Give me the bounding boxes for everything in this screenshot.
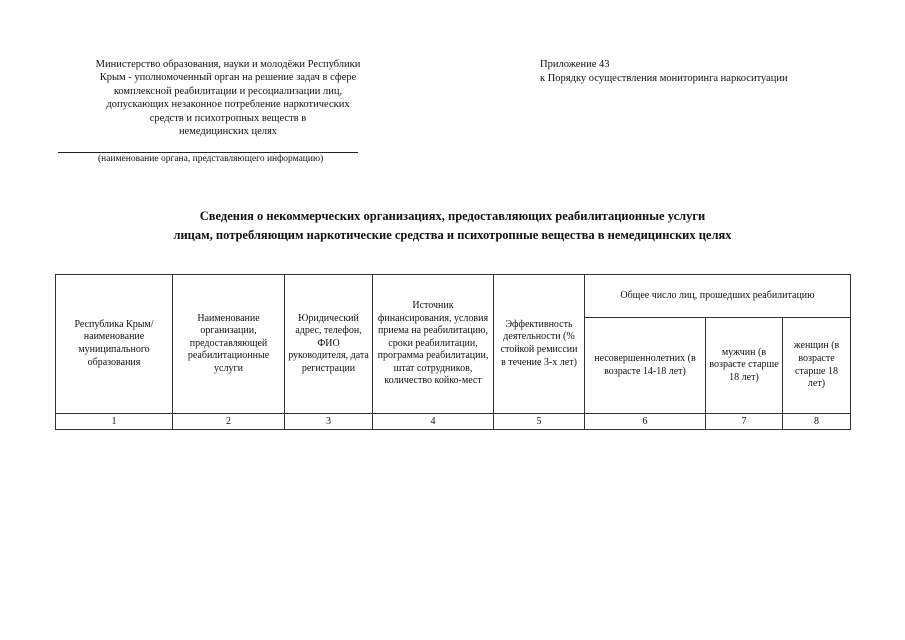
title-line: лицам, потребляющим наркотические средства и психотропные вещества в немедицинских целях — [173, 228, 732, 242]
column-number: 8 — [783, 414, 851, 430]
report-table — [55, 274, 851, 430]
column-number: 5 — [494, 414, 585, 430]
appendix-reference — [540, 58, 788, 86]
column-number: 3 — [285, 414, 373, 430]
column-header: мужчин (в возрасте старше 18 лет) — [706, 318, 783, 414]
column-number: 4 — [373, 414, 494, 430]
column-number: 6 — [585, 414, 706, 430]
column-header: женщин (в возрасте старше 18 лет) — [783, 318, 851, 414]
appendix-procedure: к Порядку осуществления мониторинга наркоситуации — [540, 73, 788, 84]
signature-rule — [58, 152, 358, 153]
column-header: Наименование организации, предоставляющей реабилитационные услуги — [173, 275, 285, 414]
header-row — [56, 275, 851, 318]
title-line: Сведения о некоммерческих организациях, предоставляющих реабилитационные услуги — [199, 209, 706, 223]
column-number: 7 — [706, 414, 783, 430]
column-header: Источник финансирования, условия приема на реабилитацию, сроки реабилитации, программа реабилитации, штат сотрудников, количество койко-мест — [373, 275, 494, 414]
org-line: немедицинских целях — [178, 126, 278, 138]
organization-caption: (наименование органа, представляющего информацию) — [98, 154, 324, 164]
group-header: Общее число лиц, прошедших реабилитацию — [585, 275, 851, 318]
org-line: комплексной реабилитации и ресоциализации лиц, — [113, 85, 343, 97]
org-line: средств и психотропных веществ в — [149, 112, 307, 124]
column-header: Юридический адрес, телефон, ФИО руководителя, дата регистрации — [285, 275, 373, 414]
column-number-row — [56, 414, 851, 430]
column-number: 1 — [56, 414, 173, 430]
column-header: Эффективность деятельности (% стойкой ремиссии в течение 3-х лет) — [494, 275, 585, 414]
org-line: Крым - уполномоченный орган на решение задач в сфере — [99, 72, 357, 84]
reporting-organization — [58, 58, 398, 138]
column-header: несовершеннолетних (в возрасте 14-18 лет) — [585, 318, 706, 414]
appendix-number: Приложение 43 — [540, 59, 610, 70]
column-header: Республика Крым/ наименование муниципального образования — [56, 275, 173, 414]
column-number: 2 — [173, 414, 285, 430]
document-title — [0, 207, 905, 245]
org-line: допускающих незаконное потребление наркотических — [106, 99, 350, 111]
org-line: Министерство образования, науки и молодёжи Республики — [95, 59, 361, 70]
